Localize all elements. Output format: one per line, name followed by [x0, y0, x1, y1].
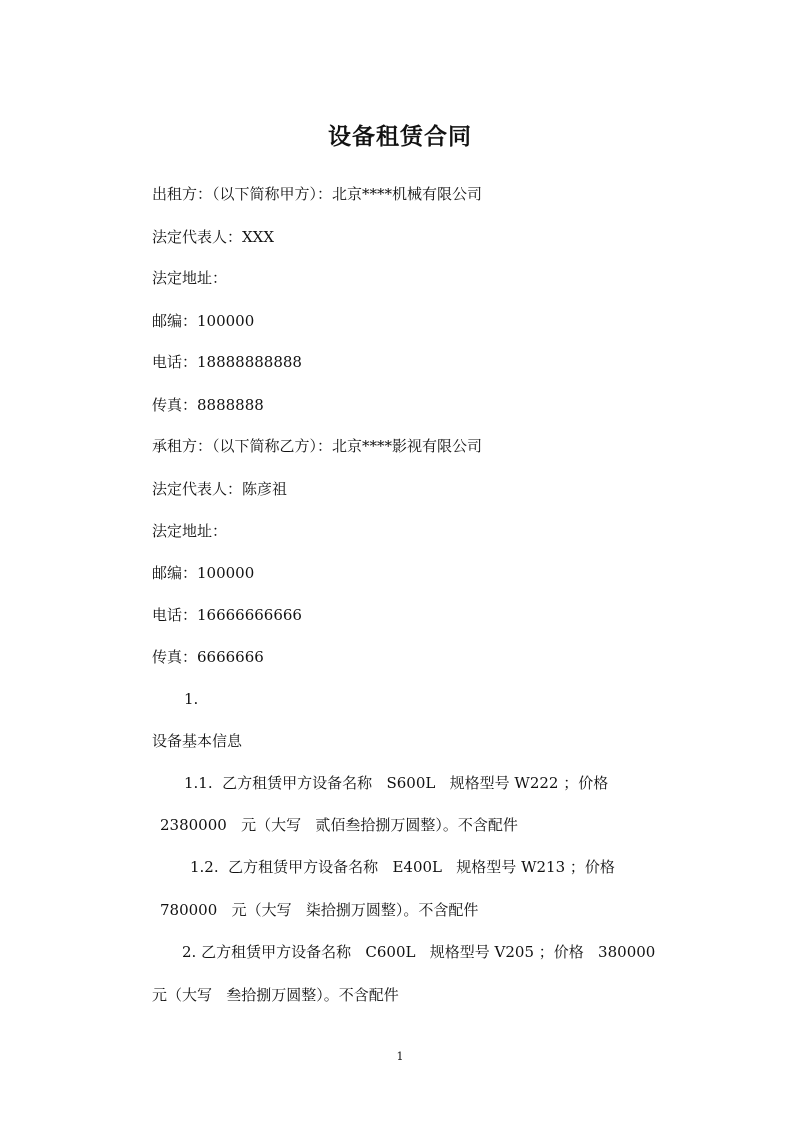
section-1-heading: 设备基本信息	[152, 732, 243, 750]
lessor-party: 出租方：（以下简称甲方）：北京****机械有限公司	[152, 185, 483, 203]
lessee-fax: 传真：6666666	[152, 648, 264, 666]
lessor-fax: 传真：8888888	[152, 396, 264, 414]
clause-1-2-line1: 1.2. 乙方租赁甲方设备名称 E400L 规格型号 W213 ；价格	[190, 858, 615, 876]
section-1-number: 1.	[184, 690, 199, 708]
clause-1-2-line2: 780000 元（大写 柒拾捌万圆整）。不含配件	[160, 901, 479, 919]
lessee-address: 法定地址：	[152, 522, 228, 540]
lessor-postcode: 邮编：100000	[152, 312, 255, 330]
clause-2-line1: 2. 乙方租赁甲方设备名称 C600L 规格型号 V205 ；价格 380000	[182, 943, 656, 961]
lessor-address: 法定地址：	[152, 269, 228, 287]
lessee-phone: 电话：16666666666	[152, 606, 302, 624]
clause-1-1-line1: 1.1. 乙方租赁甲方设备名称 S600L 规格型号 W222 ；价格	[184, 774, 609, 792]
lessee-postcode: 邮编：100000	[152, 564, 255, 582]
document-title: 设备租赁合同	[328, 124, 472, 150]
lessee-party: 承租方：（以下简称乙方）：北京****影视有限公司	[152, 437, 483, 455]
lessor-legal-rep: 法定代表人：XXX	[152, 228, 275, 246]
page-number: 1	[396, 1050, 404, 1063]
lessee-legal-rep: 法定代表人：陈彦祖	[152, 480, 288, 498]
lessor-phone: 电话：18888888888	[152, 353, 302, 371]
clause-1-1-line2: 2380000 元（大写 贰佰叁拾捌万圆整）。不含配件	[160, 816, 518, 834]
clause-2-line2: 元（大写 叁拾捌万圆整）。不含配件	[152, 986, 399, 1004]
